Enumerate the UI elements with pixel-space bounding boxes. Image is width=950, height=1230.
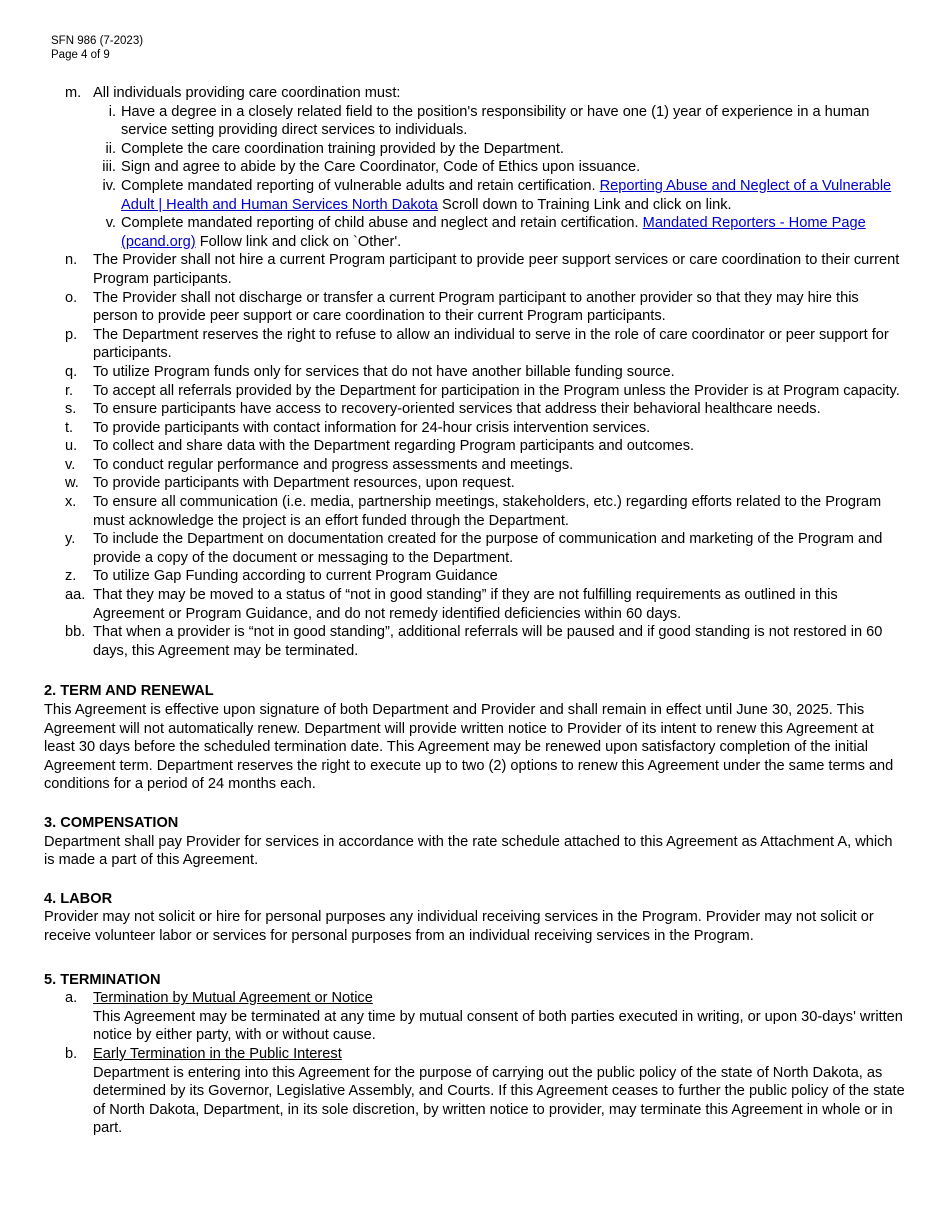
- section-termination: [44, 971, 906, 1138]
- list-text: To collect and share data with the Department regarding Program participants and outcomes.: [93, 438, 695, 455]
- sub-item: [93, 140, 906, 159]
- sub-label: v.: [105, 215, 116, 232]
- list-item-m: [44, 84, 906, 103]
- list-item: [44, 419, 906, 438]
- section-title: 3. COMPENSATION: [44, 814, 179, 831]
- list-text: To utilize Program funds only for services that do not have another billable funding source.: [93, 363, 675, 380]
- list-text: That when a provider is “not in good standing”, additional referrals will be paused and if good standing is not restored in 60 days, this Agreement may be terminated.: [93, 624, 883, 659]
- section-term: [44, 682, 906, 794]
- sub-label: iv.: [102, 177, 116, 194]
- sub-text: [121, 177, 906, 214]
- list-item: [44, 289, 906, 326]
- list-item: [44, 586, 906, 623]
- termination-item: [44, 1045, 906, 1138]
- list-label: n.: [65, 252, 78, 269]
- sub-text-lead: Complete mandated reporting of vulnerable adults and retain certification.: [121, 177, 596, 194]
- list-item: [44, 382, 906, 401]
- list-text: To utilize Gap Funding according to current Program Guidance: [93, 568, 498, 585]
- list-label: w.: [65, 475, 79, 492]
- list-text: To accept all referrals provided by the Department for participation in the Program unless the Provider is at Program capacity.: [93, 382, 900, 399]
- list-label: v.: [65, 456, 76, 473]
- list-text: To ensure participants have access to recovery-oriented services that address their behavioral healthcare needs.: [93, 401, 821, 418]
- list-text: To provide participants with contact information for 24-hour crisis intervention services.: [93, 419, 651, 436]
- list-text: The Provider shall not discharge or transfer a current Program participant to another provider so that they may hire this person to provide peer support or care coordination to their current Program participants.: [93, 289, 859, 325]
- section-title: 5. TERMINATION: [44, 971, 161, 988]
- sub-label: i.: [108, 103, 116, 120]
- sub-item: [93, 103, 906, 140]
- mandated-reporters-link[interactable]: Mandated Reporters - Home Page (pcand.org): [121, 215, 866, 250]
- list-item: [44, 567, 906, 586]
- list-label: x.: [65, 494, 77, 511]
- sub-text-after: Scroll down to Training Link and click on link.: [441, 196, 732, 213]
- list-label: b.: [65, 1045, 78, 1062]
- list-label: a.: [65, 990, 78, 1007]
- termination-item-content: [93, 1045, 906, 1138]
- list-text: To provide participants with Department resources, upon request.: [93, 475, 515, 492]
- sub-text: [121, 214, 906, 251]
- list-label: q.: [65, 363, 78, 380]
- list-item: [44, 437, 906, 456]
- form-header: [51, 35, 143, 62]
- section-compensation: [44, 814, 906, 870]
- list-item: [44, 326, 906, 363]
- list-label: bb.: [65, 624, 86, 641]
- vulnerable-adult-link[interactable]: Reporting Abuse and Neglect of a Vulnerable Adult | Health and Human Services North Dakota: [121, 177, 892, 213]
- sub-text: Sign and agree to abide by the Care Coordinator, Code of Ethics upon issuance.: [121, 159, 641, 176]
- list-label: z.: [65, 568, 77, 585]
- sub-item: [93, 214, 906, 251]
- list-label: p.: [65, 326, 78, 343]
- list-text: To conduct regular performance and progress assessments and meetings.: [93, 456, 574, 473]
- sublist: [93, 103, 906, 252]
- list-item: [44, 530, 906, 567]
- section-title: 4. LABOR: [44, 890, 113, 907]
- sub-label: ii.: [105, 140, 116, 157]
- list-label: r.: [65, 382, 74, 399]
- form-number: SFN 986 (7-2023): [51, 35, 144, 47]
- list-item: [44, 251, 906, 288]
- requirements-list: [44, 251, 906, 660]
- list-item: [44, 363, 906, 382]
- list-text: To ensure all communication (i.e. media, partnership meetings, stakeholders, etc.) regarding efforts related to the Program must acknowledge the project is an effort funded through the Department.: [93, 494, 882, 529]
- sub-text: Complete the care coordination training provided by the Department.: [121, 140, 564, 157]
- sub-text-after: Follow link and click on `Other'.: [199, 233, 402, 250]
- list-label: m.: [65, 85, 82, 101]
- list-label: s.: [65, 401, 77, 418]
- list-label: o.: [65, 289, 78, 306]
- list-text: All individuals providing care coordination must:: [93, 85, 401, 101]
- sub-label: iii.: [102, 159, 116, 176]
- document-body: [44, 84, 906, 1138]
- section-body: This Agreement is effective upon signature of both Department and Provider and shall remain in effect until June 30, 2025. This Agreement will not automatically renew. Department will provide written notice to Provider of its intent to renew this Agreement at least 30 days before the scheduled termination date. This Agreement may be renewed upon satisfactory completion of the initial Agreement term. Department reserves the right to execute up to two (2) options to renew this Agreement under the same terms and conditions for a period of 24 months each.: [44, 702, 894, 793]
- list-label: u.: [65, 438, 78, 455]
- sub-text-lead: Complete mandated reporting of child abuse and neglect and retain certification.: [121, 215, 639, 232]
- section-labor: [44, 890, 906, 946]
- sub-text: Have a degree in a closely related field to the position's responsibility or have one (1) year of experience in a human service setting providing direct services to individuals.: [121, 103, 870, 139]
- subsection-body: This Agreement may be terminated at any time by mutual consent of both parties executed in writing, or upon 30-days' written notice by either party, with or without cause.: [93, 1008, 903, 1044]
- termination-item-content: [93, 989, 906, 1045]
- page-number: Page 4 of 9: [51, 48, 110, 61]
- list-label: t.: [65, 419, 74, 436]
- list-item: [44, 456, 906, 475]
- list-item: [44, 493, 906, 530]
- subsection-body: Department is entering into this Agreement for the purpose of carrying out the public policy of the state of North Dakota, as determined by its Governor, Legislative Assembly, and Courts. If this Agreement ceases to further the public policy of the state of North Dakota, Department, in its sole discretion, by written notice to provider, may terminate this Agreement in whole or in part.: [93, 1064, 905, 1137]
- list-text: To include the Department on documentation created for the purpose of communication and marketing of the Program and provide a copy of the document or messaging to the Department.: [93, 531, 883, 566]
- list-text: The Department reserves the right to refuse to allow an individual to serve in the role of care coordinator or peer support for participants.: [93, 326, 889, 362]
- section-body: Provider may not solicit or hire for personal purposes any individual receiving services in the Program. Provider may not solicit or receive volunteer labor or services for personal purposes from an individual receiving services in the Program.: [44, 909, 874, 944]
- section-title: 2. TERM AND RENEWAL: [44, 683, 214, 700]
- sub-item: [93, 158, 906, 177]
- termination-item: [44, 989, 906, 1045]
- list-label: aa.: [65, 587, 86, 604]
- subsection-heading: Early Termination in the Public Interest: [93, 1045, 342, 1062]
- subsection-heading: Termination by Mutual Agreement or Notice: [93, 990, 373, 1007]
- list-item: [44, 623, 906, 660]
- sub-item: [93, 177, 906, 214]
- list-item: [44, 400, 906, 419]
- list-item: [44, 474, 906, 493]
- section-body: Department shall pay Provider for services in accordance with the rate schedule attached to this Agreement as Attachment A, which is made a part of this Agreement.: [44, 833, 893, 869]
- list-label: y.: [65, 531, 76, 548]
- list-text: The Provider shall not hire a current Program participant to provide peer support services or care coordination to their current Program participants.: [93, 252, 900, 287]
- list-text: That they may be moved to a status of “not in good standing” if they are not fulfilling requirements as outlined in this Agreement or Program Guidance, and do not remedy identified deficiencies within 60 days.: [93, 587, 838, 622]
